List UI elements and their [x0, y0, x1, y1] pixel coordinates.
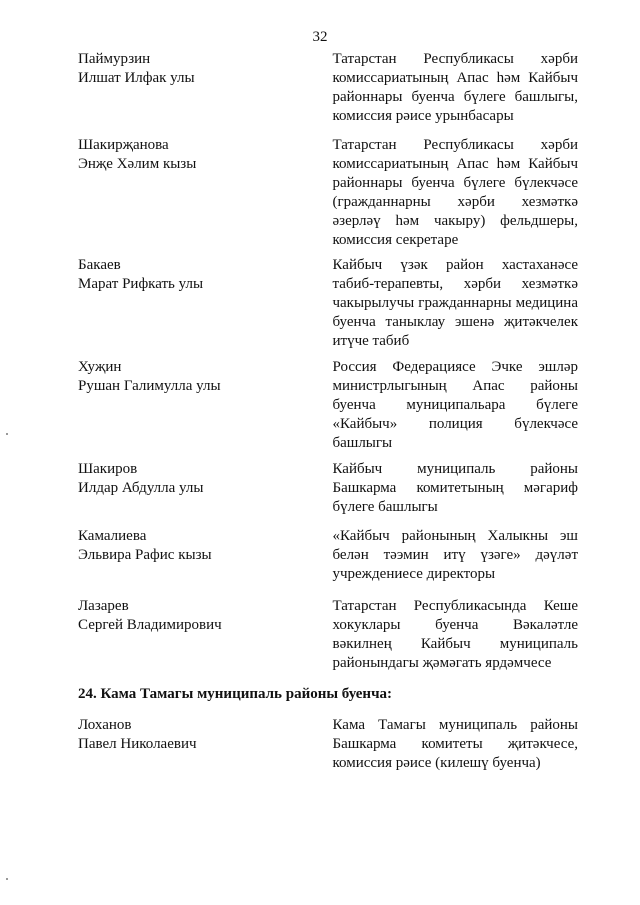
scan-dot [6, 878, 8, 880]
member-given-name: Павел Николаевич [78, 736, 197, 752]
member-given-name: Илдар Абдулла улы [78, 480, 204, 496]
member-surname: Лазарев [78, 598, 129, 614]
member-role: Татарстан Республикасы хәрби комиссариатының Апас һәм Кайбыч районнары буенча бүлеге башлыгы, комиссия рәисе урынбасары [332, 51, 578, 124]
member-entry [78, 358, 578, 453]
member-entry [78, 256, 578, 351]
member-given-name: Марат Рифкать улы [78, 276, 204, 292]
member-given-name: Илшат Илфак улы [78, 70, 195, 86]
member-surname: Паймурзин [78, 51, 151, 67]
member-role: Кайбыч муниципаль районы Башкарма комитетының мәгариф бүлеге башлыгы [332, 461, 578, 515]
member-entry [78, 597, 578, 673]
member-surname: Лоханов [78, 717, 132, 733]
member-role: Кайбыч үзәк район хастаханәсе табиб-терапевты, хәрби хезмәткә чакырылучы гражданнарны медицина буенча таныклау эшенә җитәкчелек итүче табиб [332, 257, 578, 349]
member-surname: Камалиева [78, 528, 147, 544]
member-given-name: Эльвира Рафис кызы [78, 547, 212, 563]
member-name [78, 597, 332, 673]
member-entry [78, 716, 578, 773]
member-given-name: Рушан Галимулла улы [78, 378, 221, 394]
member-name [78, 527, 332, 584]
member-entry [78, 527, 578, 584]
scan-dot [6, 433, 8, 435]
member-surname: Хуҗин [78, 359, 122, 375]
member-given-name: Сергей Владимирович [78, 617, 222, 633]
page-number: 32 [312, 29, 328, 45]
member-role: Россия Федерациясе Эчке эшләр министрлыгының Апас районы буенча муниципальара бүлеге «Кайбыч» полиция бүлекчәсе башлыгы [332, 359, 578, 451]
member-surname: Шакирҗанова [78, 137, 169, 153]
member-given-name: Энҗе Хәлим кызы [78, 156, 197, 172]
member-entry [78, 460, 578, 517]
member-surname: Бакаев [78, 257, 121, 273]
member-name [78, 716, 332, 773]
member-name [78, 358, 332, 453]
member-name [78, 136, 332, 250]
member-entry [78, 50, 578, 126]
member-surname: Шакиров [78, 461, 138, 477]
member-entry [78, 136, 578, 250]
member-role: «Кайбыч районының Халыкны эш белән тәэмин итү үзәге» дәүләт учреждениесе директоры [332, 528, 578, 582]
section-heading: 24. Кама Тамагы муниципаль районы буенча: [78, 686, 393, 702]
member-name [78, 50, 332, 126]
member-name [78, 256, 332, 351]
member-name [78, 460, 332, 517]
member-role: Татарстан Республикасында Кеше хокуклары буенча Вәкаләтле вәкилнең Кайбыч муниципаль районындагы җәмәгать ярдәмчесе [332, 598, 578, 671]
member-role: Татарстан Республикасы хәрби комиссариатының Апас һәм Кайбыч районнары буенча бүлеге бүлекчәсе (гражданнарны хәрби хезмәткә әзерләү һәм чакыру) фельдшеры, комиссия секретаре [332, 137, 578, 248]
member-role: Кама Тамагы муниципаль районы Башкарма комитеты җитәкчесе, комиссия рәисе (килешү буенча) [332, 717, 578, 771]
